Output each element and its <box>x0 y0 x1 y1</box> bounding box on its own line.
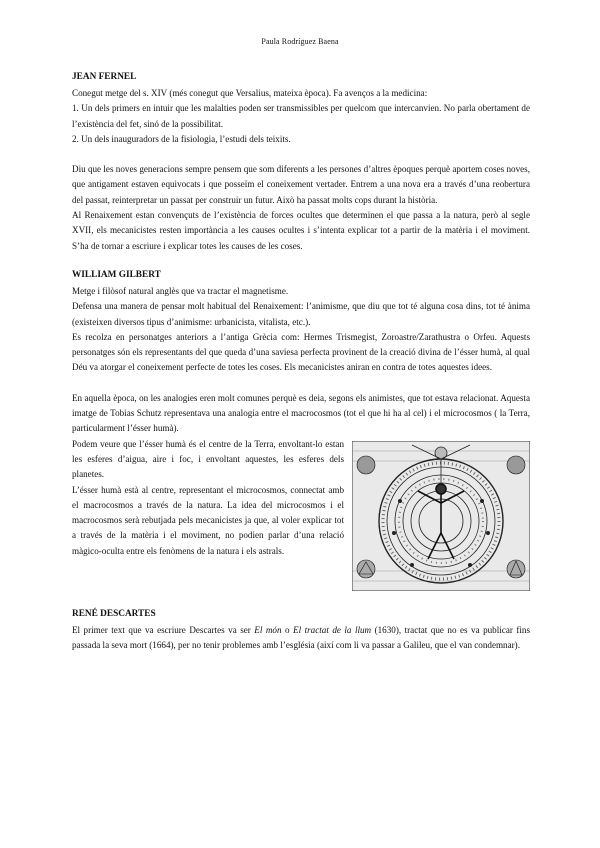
paragraph: 2. Un dels inauguradors de la fisiologia, l’estudi dels teixits. <box>72 133 291 144</box>
paragraph: L’ésser humà està al centre, representant el microcosmos, connectat amb el macrocosmos a través de la natura. La idea del microcosmos i el macrocosmos serà rebutjada pels mecanicistes ja que, al voler explicar tot a través de la matèria i el moviment, no podien parlar d’una relació màgico-oculta entre els fenòmens de la natura i els astrals. <box>72 484 344 556</box>
paragraph: Podem veure que l’ésser humà és el centre de la Terra, envoltant-lo estan les esferes d’aigua, aire i foc, i envoltant aquestes, les esferes dels planetes. <box>72 438 344 480</box>
paragraph: Diu que les noves generacions sempre pensem que som diferents a les persones d’altres èpoques perquè aportem coses noves, que antigament estaven equivocats i que posseïm el coneixement vertader. Entrem a una nova era a través d’una reobertura del passat, reinterpretar un passat per construir un futur. Això ha passat molts cops durant la història. <box>72 164 530 205</box>
paragraph: Es recolza en personatges anteriors a l’antiga Grècia com: Hermes Trismegist, Zoroastre/Zarathustra o Orfeu. Aquests personatges són els representants del que queda d’una saviesa perfecta provinent de la creació divina de l’ésser humà, al qual Déu va atorgar el coneixement perfecte de totes les coses. Els mecanicistes aniran en contra de totes aquestes idees. <box>72 331 530 373</box>
paragraph: El primer text que va escriure Descartes va ser El món o El tractat de la llum (1630), tractat que no es va publicar fins passada la seva mort (1664), per no tenir problemes amb l’església (així com li va passar a Galileu, que el van condemnar). <box>72 624 531 650</box>
section-title-gilbert: WILLIAM GILBERT <box>72 269 161 280</box>
paragraph: Al Renaixement estan convençuts de l’existència de forces ocultes que determinen el que passa a la natura, però al segle XVII, els mecanicistes resten importància a les causes ocultes i s’intenta explicar tot a partir de la matèria i el moviment. S’ha de tornar a escriure i explicar totes les causes de les coses. <box>72 210 530 251</box>
paragraph: En aquella època, on les analogies eren molt comunes perquè es deia, segons els animistes, que tot estava relacionat. Aquesta imatge de Tobias Schutz representava una analogia entre el macrocosmos (tot el que hi ha al cel) i el microcosmos ( la Terra, particularment l’ésser humà). <box>72 392 530 434</box>
paragraph: 1. Un dels primers en intuir que les malalties poden ser transmissibles per quelcom que intercanvien. No parla obertament de l’existència del fet, sinó de la possibilitat. <box>72 103 530 129</box>
document-body <box>72 70 530 653</box>
work-title: El món <box>254 624 282 635</box>
macrocosm-microcosm-engraving <box>352 441 530 591</box>
section-title-fernel: JEAN FERNEL <box>72 72 137 82</box>
paragraph: Defensa una manera de pensar molt habitual del Renaixement: l’animisme, que diu que tot té alguna cosa dins, tot té ànima (existeixen diversos tipus d’animisme: urbanicista, vitalista, etc.). <box>72 301 530 327</box>
paragraph: Metge i filòsof natural anglès que va tractar el magnetisme. <box>72 285 289 296</box>
paragraph: Conegut metge del s. XIV (més conegut que Versalius, mateixa època). Fa avenços a la medicina: <box>72 88 428 98</box>
figure-block <box>72 437 530 593</box>
work-title: El tractat de la llum <box>293 624 372 635</box>
header-author: Paula Rodríguez Baena <box>261 37 339 46</box>
section-title-descartes: RENÉ DESCARTES <box>72 608 156 619</box>
